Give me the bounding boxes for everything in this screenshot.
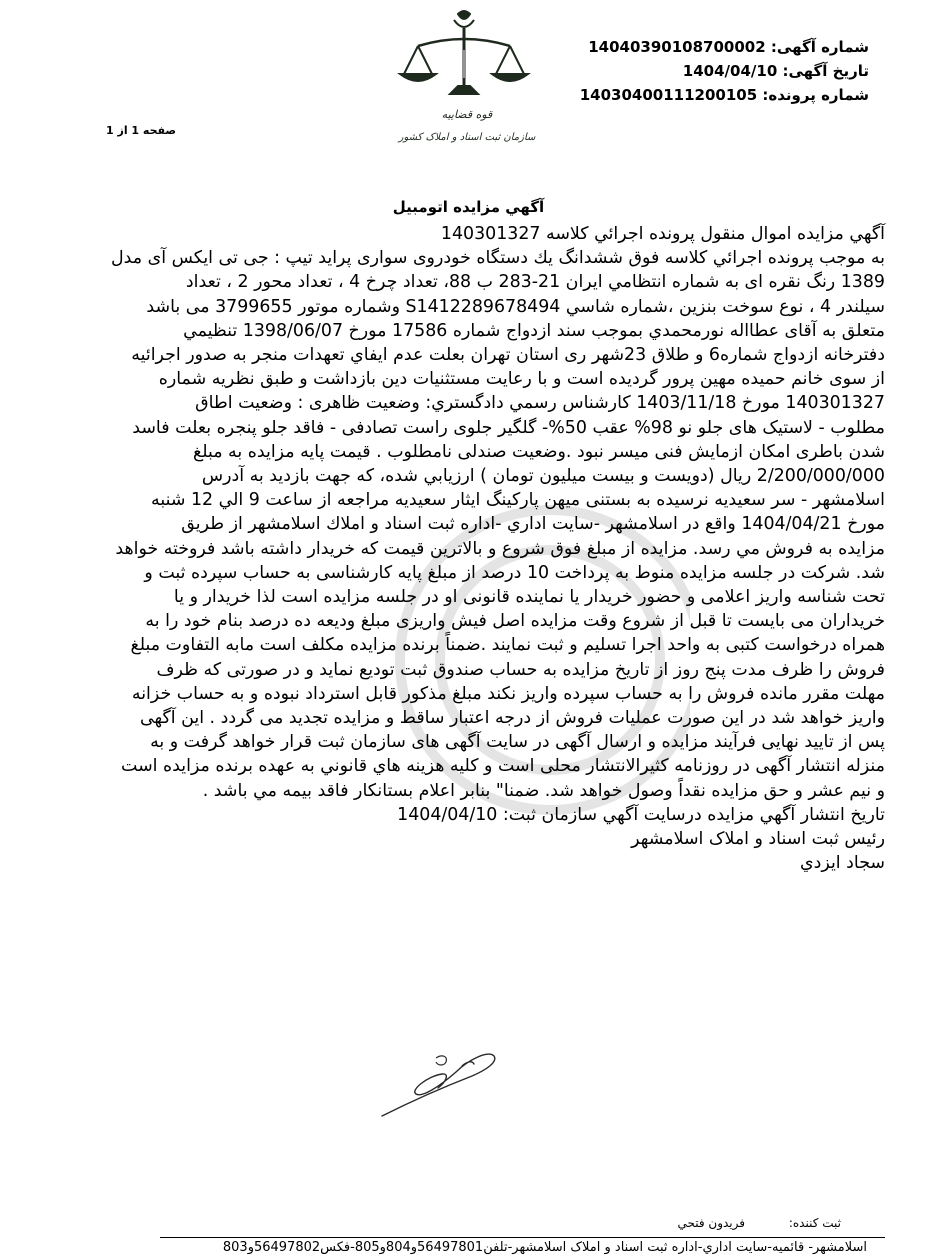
- body-line: شد. شرکت در جلسه مزایده منوط به پرداخت 10 درصد از مبلغ پایه کارشناسی به حساب سپرده ثبت و: [144, 562, 885, 583]
- body-line: مطلوب - لاستیک های جلو نو 98% عقب 50%- گلگیر جلوی راست تصادفی - فاقد جلو پنجره بعلت فاسد: [132, 417, 885, 438]
- ad-date-label: تاریخ آگهی:: [782, 62, 869, 80]
- office-address: اسلامشهر- قائميه-سايت اداري-اداره ثبت اسناد و املاک اسلامشهر-تلفن56497801و804و805-فکس56497802و803: [222, 1240, 867, 1255]
- body-line: سیلندر 4 ، نوع سوخت بنزین ،شماره شاسي S1412289678494 وشماره موتور 3799655 می باشد: [146, 296, 885, 317]
- registrar-name: فريدون فتحي: [677, 1216, 746, 1230]
- body-line: 1389 رنگ نقره ای به شماره انتظامي ايران 21-283 ب 88، تعداد چرخ 4 ، تعداد محور 2 ، تعداد: [185, 272, 885, 293]
- judiciary-emblem: [378, 6, 550, 154]
- body-line: تحت شناسه واریز اعلامی و حضور خریدار یا نماینده قانونی او در جلسه مزایده است لذا خریدار و یا: [173, 587, 885, 608]
- body-line: واریز خواهد شد در این صورت عملیات فروش از درجه اعتبار ساقط و مزایده تجدید می گردد . این آگهی: [139, 708, 885, 729]
- file-number-label: شماره پرونده:: [762, 86, 869, 104]
- body-line: منزله انتشار آگهی در روزنامه کثیرالانتشار محلی است و كليه هزينه هاي قانوني به عهده برنده مزايده است: [121, 756, 885, 777]
- body-line: آگهي مزايده اموال منقول پرونده اجرائي كلاسه 140301327: [440, 224, 885, 244]
- registrar-label: ثبت كننده:: [788, 1216, 841, 1230]
- ad-number-label: شماره آگهی:: [770, 38, 869, 56]
- body-line: خریداران می بایست تا قبل از شروع وقت مزایده اصل فیش واریزی مبلغ ودیعه ده درصد بنام خود را به: [145, 611, 885, 632]
- ad-number: 14040390108700002: [588, 38, 766, 56]
- notice-title: آگهي مزايده اتومبيل: [392, 198, 545, 216]
- file-number: 14030400111200105: [579, 86, 758, 104]
- body-line: پس از تایید نهایی فرآیند مزایده و ارسال آگهی در سایت آگهی های سازمان ثبت قرار خواهد گرفت و به: [150, 732, 885, 753]
- emblem-caption-registry: سازمان ثبت اسناد و املاک کشور: [398, 132, 536, 143]
- body-line: از سوی خانم حمیده مهین پرور گرديده است و با رعايت مستثنيات دين بازداشت و طبق نظريه شماره: [158, 369, 885, 390]
- signer-title: رئيس ثبت اسناد و املاک اسلامشهر: [631, 829, 885, 850]
- body-line: 2/200/000/000 ريال (دویست و بیست میلیون تومان ) ارزيابي شده، كه جهت بازديد به آدرس: [201, 466, 885, 487]
- footer-divider: [160, 1237, 885, 1238]
- body-line: مورخ 1404/04/21 واقع در اسلامشهر -سايت اداري -اداره ثبت اسناد و املاك اسلامشهر از طريق: [181, 514, 885, 535]
- body-line: و نيم عشر و حق مزايده نقداً وصول خواهد شد. ضمنا" بنابر اعلام بستانكار فاقد بيمه مي باشد .: [202, 780, 885, 801]
- registrar-line: [677, 1216, 841, 1230]
- body-line: دفترخانه ازدواج شماره6 و طلاق 23شهر ری استان تهران بعلت عدم ايفاي تعهدات منجر به صدور اجرائيه: [131, 345, 885, 366]
- body-line: مهلت مقرر مانده فروش را به حساب سپرده واریز نکند مبلغ مذکور قابل استرداد نبوده و به حساب خزانه: [131, 683, 885, 704]
- signature-mark-icon: [376, 1046, 504, 1126]
- body-line: شدن باطری امکان ازمایش فنی میسر نبود .وضعیت صندلی نامطلوب . قيمت پايه مزايده به مبلغ: [192, 441, 885, 462]
- body-line: فروش را ظرف مدت پنج روز از تاریخ مزایده به حساب صندوق ثبت تودیع نماید و در صورتی که ظرف: [156, 659, 885, 680]
- body-line: به موجب پرونده اجرائي كلاسه فوق ششدانگ يك دستگاه خودروی سواری پراید تیپ : جی تی ایکس آی مدل: [110, 248, 885, 269]
- body-line: اسلامشهر - سر سعیدیه نرسیده به بستنی میهن پارکینگ ایثار سعیدیه مراجعه از ساعت 9 الي 12 شنبه: [151, 490, 885, 511]
- signer-name: سجاد ايزدي: [800, 853, 885, 874]
- signature: [376, 1046, 504, 1126]
- scales-of-justice-icon: [378, 6, 550, 110]
- emblem-caption-judiciary: قوه قضاییه: [441, 108, 493, 121]
- body-line: همراه درخواست کتبی به واحد اجرا تسلیم و ثبت نمایند .ضمناً برنده مزایده مکلف است مابه التفاوت مبلغ: [130, 635, 885, 656]
- notice-body: [45, 222, 885, 875]
- page-indicator: صفحه 1 از 1: [106, 124, 177, 137]
- body-line: مزايده به فروش مي رسد. مزايده از مبلغ فوق شروع و بالاترين قيمت كه خريدار داشته باشد فروخته خواهد: [115, 538, 885, 559]
- ad-date: 1404/04/10: [682, 62, 778, 80]
- body-line: 140301327 مورخ 1403/11/18 كارشناس رسمي دادگستري: وضعيت ظاهری : وضعیت اطاق: [195, 393, 885, 414]
- ad-date-line: [683, 62, 869, 80]
- publish-date-line: تاريخ انتشار آگهي مزايده درسايت آگهي سازمان ثبت: 1404/04/10: [397, 804, 885, 825]
- ad-number-line: [588, 38, 869, 56]
- body-line: متعلق به آقای عطااله نورمحمدي بموجب سند ازدواج شماره 17586 مورخ 1398/06/07 تنظيمي: [183, 320, 885, 341]
- file-number-line: [580, 86, 869, 104]
